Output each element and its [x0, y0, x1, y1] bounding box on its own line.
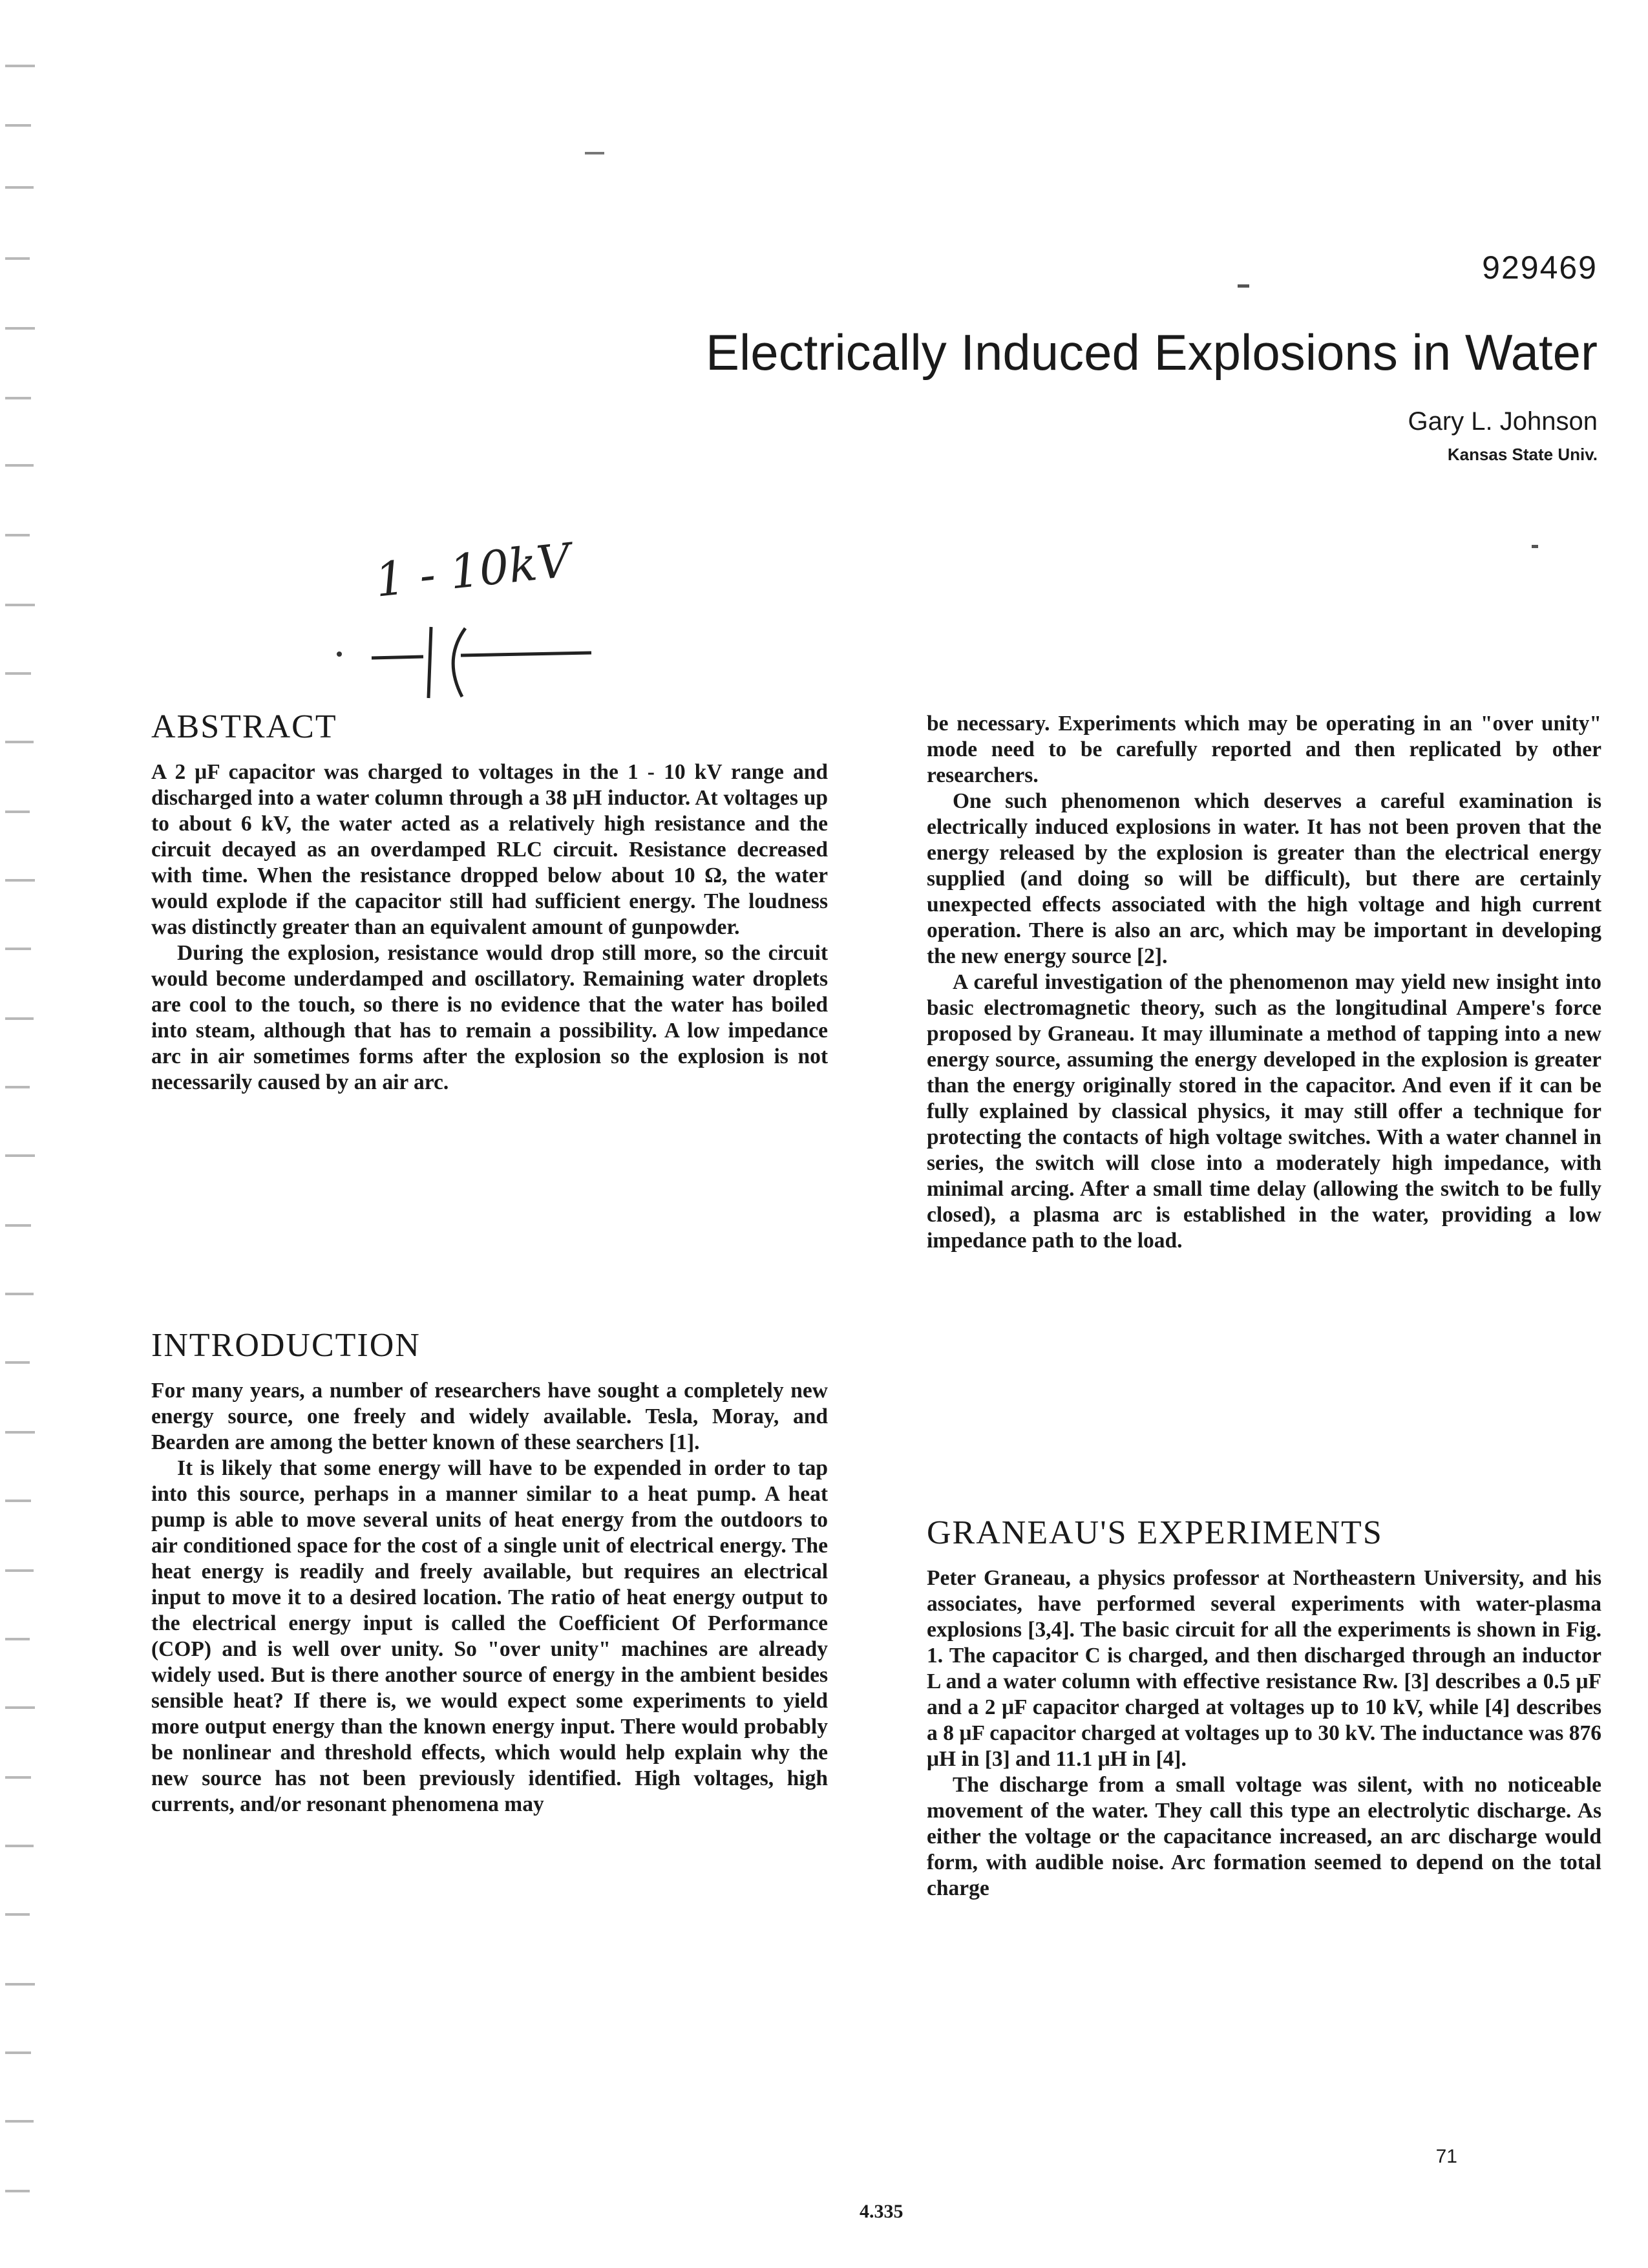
- author-affiliation: Kansas State Univ.: [1447, 445, 1598, 464]
- paper-title: Electrically Induced Explosions in Water: [705, 324, 1598, 381]
- scan-speck: [1238, 284, 1249, 288]
- scan-speck: [585, 152, 604, 154]
- paper-id: 929469: [1482, 249, 1598, 286]
- author-name: Gary L. Johnson: [1408, 407, 1598, 436]
- proceedings-page-ref: 4.335: [860, 2201, 903, 2222]
- body-paragraph: A careful investigation of the phenomenon may yield new insight into basic electromagnetic theory, such as the longitudinal Ampere's force proposed by Graneau. It may illuminate a method of tapping into a new energy source, assuming the energy developed in the explosion is greater than the energy originally stored in the capacitor. And even if it can be fully explained by classical physics, it may still offer a technique for protecting the contacts of high voltage switches. With a water channel in series, the switch will close into a moderately high impedance, with minimal arcing. After a small time delay (allowing the switch to be fully closed), a plasma arc is established in the water, providing a low impedance path to the load.: [927, 970, 1601, 1253]
- abstract-section: [151, 708, 828, 1096]
- graneau-heading: GRANEAU'S EXPERIMENTS: [927, 1514, 1383, 1551]
- handwritten-note: 1 - 10kV: [372, 533, 573, 608]
- scan-speck: [1532, 545, 1538, 548]
- abstract-paragraph: A 2 μF capacitor was charged to voltages in the 1 - 10 kV range and discharged into a water column through a 38 μH inductor. At voltages up to about 6 kV, the water acted as a relatively high resistance and the circuit decayed as an overdamped RLC circuit. Resistance decreased with time. When the resistance dropped below about 10 Ω, the water would explode if the capacitor still had sufficient energy. The loudness was distinctly greater than an equivalent amount of gunpowder.: [151, 760, 828, 939]
- introduction-heading: INTRODUCTION: [151, 1327, 421, 1364]
- abstract-heading: ABSTRACT: [151, 708, 337, 745]
- abstract-paragraph: During the explosion, resistance would drop still more, so the circuit would become underdamped and oscillatory. Remaining water droplets are cool to the touch, so there is no evidence that the water has boiled into steam, although that has to remain a possibility. A low impedance arc in air sometimes forms after the explosion so the explosion is not necessarily caused by an air arc.: [151, 941, 828, 1094]
- introduction-section: [151, 1327, 828, 1818]
- page-number: 71: [1435, 2146, 1457, 2167]
- introduction-paragraph: For many years, a number of researchers have sought a completely new energy source, one freely and widely available. Tesla, Moray, and Bearden are among the better known of these searchers [1].: [151, 1379, 828, 1454]
- body-paragraph: be necessary. Experiments which may be operating in an "over unity" mode need to be carefully reported and then replicated by other researchers.: [927, 712, 1601, 787]
- body-paragraph: One such phenomenon which deserves a careful examination is electrically induced explosions in water. It has not been proven that the energy released by the explosion is greater than the electrical energy supplied (and doing so will be difficult), but there are certainly unexpected effects associated with the high voltage and high current operation. There is also an arc, which may be important in developing the new energy source [2].: [927, 789, 1601, 968]
- graneau-section: [927, 1514, 1601, 1902]
- graneau-paragraph: Peter Graneau, a physics professor at Northeastern University, and his associates, have performed several experiments with water-plasma explosions [3,4]. The basic circuit for all the experiments is shown in Fig. 1. The capacitor C is charged, and then discharged through an inductor L and a water column with effective resistance Rw. [3] describes a 0.5 μF and a 2 μF capacitor charged at voltages up to 10 kV, while [4] describes a 8 μF capacitor charged at voltages up to 30 kV. The inductance was 876 μH in [3] and 11.1 μH in [4].: [927, 1566, 1601, 1771]
- graneau-paragraph: The discharge from a small voltage was silent, with no noticeable movement of the water. They call this type an electrolytic discharge. As either the voltage or the capacitance increased, an arc discharge would form, with audible noise. Arc formation seemed to depend on the total charge: [927, 1773, 1601, 1900]
- right-column-text: [927, 711, 1601, 1254]
- handwritten-capacitor-sketch: [333, 620, 604, 711]
- introduction-paragraph: It is likely that some energy will have to be expended in order to tap into this source, perhaps in a manner similar to a heat pump. A heat pump is able to move several units of heat energy from the outdoors to air conditioned space for the cost of a single unit of electrical energy. The heat energy is readily and freely available, but requires an electrical input to move it to a desired location. The ratio of heat energy output to the electrical energy input is called the Coefficient Of Performance (COP) and is well over unity. So "over unity" machines are already widely used. But is there another source of energy in the ambient besides sensible heat? If there is, we would expect some experiments to yield more output energy than the known energy input. There would probably be nonlinear and threshold effects, which would help explain why the new source has not been previously identified. High voltages, high currents, and/or resonant phenomena may: [151, 1456, 828, 1816]
